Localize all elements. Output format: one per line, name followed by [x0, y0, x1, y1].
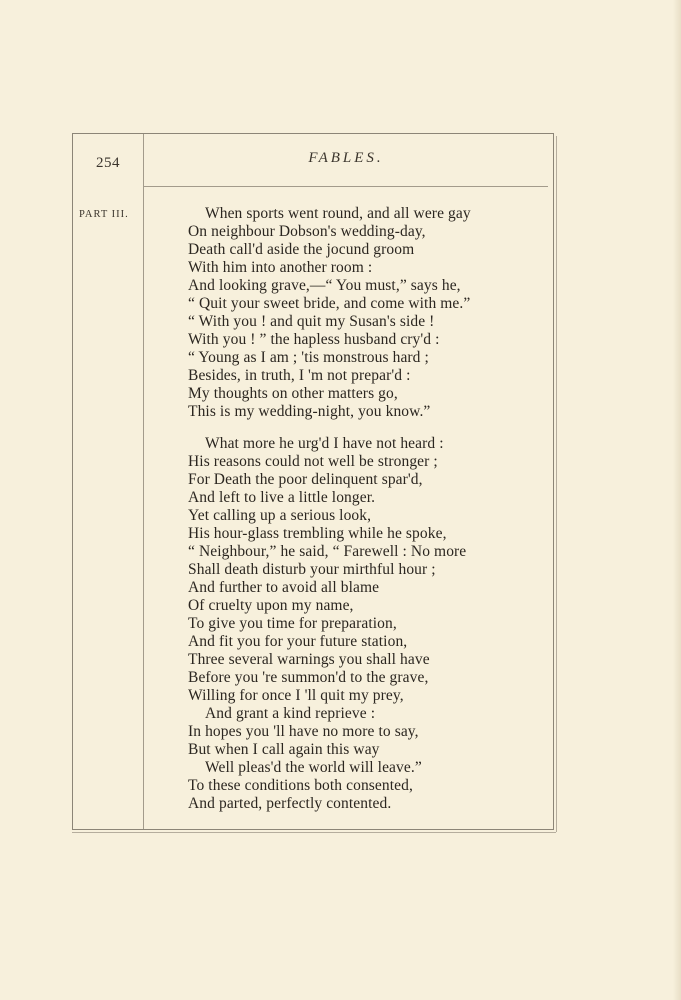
poem-line: To give you time for preparation, [188, 615, 397, 632]
poem-line: With you ! ” the hapless husband cry'd : [188, 331, 440, 348]
poem-line: With him into another room : [188, 259, 373, 276]
header-divider [144, 186, 548, 187]
poem-line: And looking grave,—“ You must,” says he, [188, 277, 461, 294]
frame-bottom-rule [72, 832, 556, 833]
poem-body [188, 205, 528, 813]
poem-line: Shall death disturb your mirthful hour ; [188, 561, 436, 578]
poem-line: And further to avoid all blame [188, 579, 380, 596]
poem-line: This is my wedding-night, you know.” [188, 403, 431, 420]
poem-line: On neighbour Dobson's wedding-day, [188, 223, 426, 240]
poem-line: And left to live a little longer. [188, 489, 376, 506]
page-edge-shade [673, 0, 681, 1000]
stanza [188, 205, 528, 421]
poem-line: His hour-glass trembling while he spoke, [188, 525, 447, 542]
poem-line: In hopes you 'll have no more to say, [188, 723, 419, 740]
poem-line: Three several warnings you shall have [188, 651, 430, 668]
poem-line: Willing for once I 'll quit my prey, [188, 687, 404, 704]
frame-right-rule [556, 136, 557, 832]
stanza [188, 435, 528, 813]
poem-line: And grant a kind reprieve : [205, 705, 376, 722]
poem-line: What more he urg'd I have not heard : [205, 435, 444, 452]
poem-line: Death call'd aside the jocund groom [188, 241, 415, 258]
poem-line: And parted, perfectly contented. [188, 795, 392, 812]
poem-line: When sports went round, and all were gay [205, 205, 471, 222]
poem-line: Before you 're summon'd to the grave, [188, 669, 429, 686]
poem-line: “ Young as I am ; 'tis monstrous hard ; [188, 349, 429, 366]
poem-line: But when I call again this way [188, 741, 380, 758]
poem-line: “ Quit your sweet bride, and come with me.” [188, 295, 471, 312]
running-head: FABLES. [308, 150, 384, 166]
poem-line: Yet calling up a serious look, [188, 507, 372, 524]
poem-line: Well pleas'd the world will leave.” [205, 759, 422, 776]
poem-line: Of cruelty upon my name, [188, 597, 354, 614]
poem-line: To these conditions both consented, [188, 777, 413, 794]
poem-line: His reasons could not well be stronger ; [188, 453, 438, 470]
margin-divider [143, 134, 144, 829]
poem-line: For Death the poor delinquent spar'd, [188, 471, 423, 488]
poem-line: “ Neighbour,” he said, “ Farewell : No more [188, 543, 467, 560]
poem-line: My thoughts on other matters go, [188, 385, 398, 402]
poem-line: “ With you ! and quit my Susan's side ! [188, 313, 435, 330]
page-number: 254 [96, 155, 120, 171]
poem-line: And fit you for your future station, [188, 633, 408, 650]
poem-line: Besides, in truth, I 'm not prepar'd : [188, 367, 411, 384]
part-label: PART III. [79, 209, 129, 220]
